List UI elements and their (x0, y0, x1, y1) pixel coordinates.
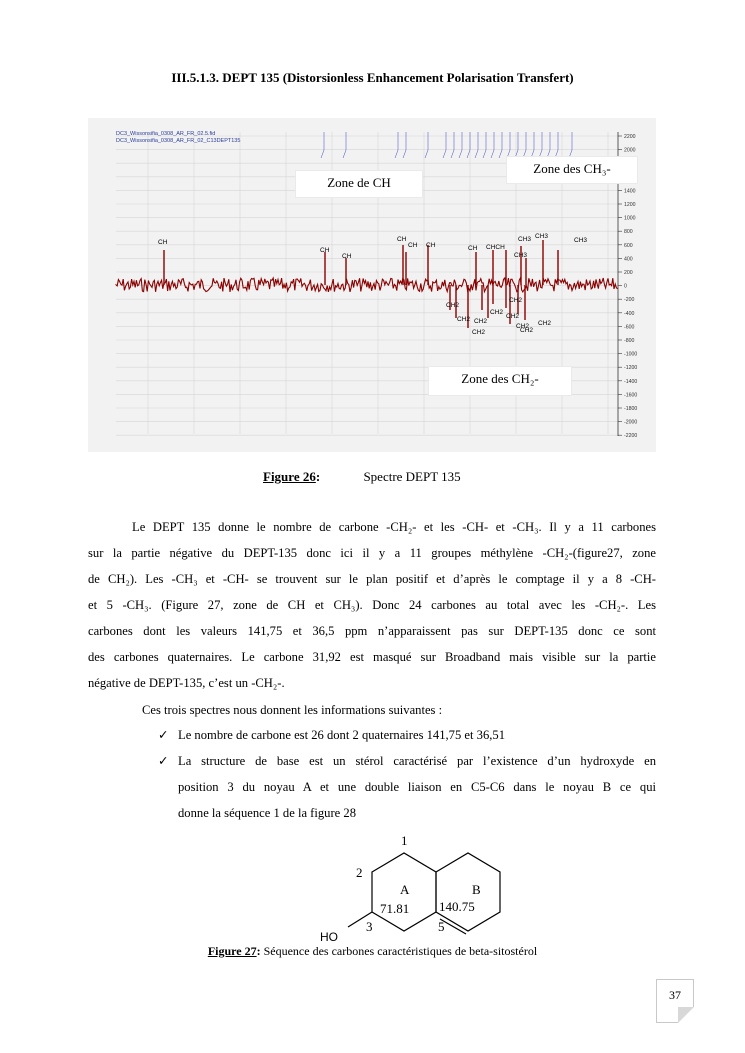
y-tick-label: -800 (624, 338, 635, 344)
atom-number-5: 5 (438, 919, 445, 934)
file-name: DC3_Wissonsifia_0308_AR_FR_02_C13DEPT135 (116, 138, 241, 144)
y-tick-label: -600 (624, 324, 635, 331)
y-tick-label: -2200 (624, 433, 638, 440)
peak-label-ch2: CH2 (446, 302, 460, 309)
check-icon: ✓ (158, 754, 169, 768)
peak-label-ch2: CH2 (472, 329, 486, 336)
figure26-colon: : (315, 469, 321, 484)
y-tick-label: -2000 (624, 419, 638, 426)
figure27-colon: : (256, 944, 261, 958)
shift-marker-leader (451, 150, 454, 158)
figure26-label: Figure 26 (263, 469, 316, 484)
shift-marker-leader (343, 150, 346, 158)
peak-label-ch: CH (408, 242, 418, 249)
peak-label-ch2: CH2 (490, 309, 504, 316)
bullet-line: Le nombre de carbone est 26 dont 2 quaternaires 141,75 et 36,51 (178, 728, 505, 742)
peak-label-ch2: CH2 (474, 318, 488, 325)
peak-label-ch: CH (426, 242, 436, 249)
y-tick-label: 800 (624, 229, 633, 236)
peak-label-ch: CH (468, 245, 478, 252)
y-tick-label: -400 (624, 310, 635, 317)
paragraph-line: des carbones quaternaires. Le carbone 31,92 est masqué sur Broadband mais visible sur la partie (88, 650, 656, 664)
y-tick-label: -1400 (624, 378, 638, 385)
peak-label-ch: CH (158, 239, 168, 246)
y-tick-label: -1200 (624, 365, 638, 372)
ring-b (436, 853, 500, 931)
shift-a: 71.81 (380, 901, 410, 916)
page-fold-icon (678, 1007, 694, 1023)
paragraph-line: et 5 -CH₃. (Figure 27, zone de CH et CH₃). Donc 24 carbones au total avec les -CH₂-. Les (88, 598, 656, 612)
ring-b-label: B (472, 882, 481, 897)
y-tick-label: 1400 (624, 188, 636, 195)
shift-marker-leader (491, 150, 494, 158)
file-name: DC3_Wissonsifia_0308_AR_FR_02.5.fid (116, 131, 216, 137)
ho-label: HO (320, 930, 338, 944)
body-paragraph (88, 514, 656, 696)
intro-text: Ces trois spectres nous donnent les informations suivantes : (142, 703, 443, 717)
peak-label-ch: CH3 (514, 252, 528, 259)
page-number-box (656, 979, 694, 1023)
y-tick-label: 400 (624, 256, 633, 263)
y-tick-label: 200 (624, 270, 633, 276)
y-tick-label: 1000 (624, 215, 636, 222)
peak-label-ch2: CH2 (509, 297, 523, 304)
figure27-label: Figure 27 (207, 944, 257, 958)
peak-label-ch: CH (397, 236, 407, 243)
peak-label-ch2: CH2 (506, 313, 520, 320)
steroid-ring-structure (310, 826, 530, 944)
zone-ch-label: Zone de CH (295, 170, 423, 198)
atom-number-1: 1 (401, 833, 408, 848)
zone-ch2-label: Zone des CH₂- (428, 366, 572, 396)
peak-label-ch: CH (320, 247, 330, 254)
paragraph-line: sur la partie négative du DEPT-135 donc ici il y a 11 groupes méthylène -CH₂-(figure27, zone (88, 546, 656, 560)
y-tick-label: -1800 (624, 406, 638, 412)
paragraph-line: de CH₂). Les -CH₃ et -CH- se trouvent sur le plan positif et d’après le comptage il y a 8 -CH- (88, 572, 656, 586)
shift-marker-leader (443, 150, 446, 158)
shift-marker-leader (321, 150, 324, 158)
shift-marker-leader (403, 150, 406, 158)
shift-marker-leader (483, 150, 486, 158)
y-tick-label: 2200 (624, 134, 636, 140)
peak-label-ch: CHCH (486, 244, 505, 251)
paragraph-line: Le DEPT 135 donne le nombre de carbone -CH₂- et les -CH- et -CH₃. Il y a 11 carbones (132, 520, 656, 534)
check-icon: ✓ (158, 728, 169, 742)
figure27-title: Séquence des carbones caractéristiques de beta-sitostérol (260, 944, 538, 958)
y-tick-label: -1000 (624, 351, 638, 358)
atom-number-2: 2 (356, 865, 363, 880)
peak-label-ch: CH (342, 253, 352, 260)
shift-marker-leader (467, 150, 470, 158)
peak-label-ch: CH3 (535, 233, 549, 240)
shift-marker-leader (395, 150, 398, 158)
peak-label-ch: CH3 (574, 237, 588, 244)
paragraph-line: négative de DEPT-135, c’est un -CH₂-. (88, 676, 285, 690)
figure26-caption (263, 469, 461, 485)
peak-label-ch2: CH2 (516, 323, 530, 330)
shift-marker-leader (425, 150, 428, 158)
y-tick-label: 1200 (624, 202, 636, 208)
section-heading: III.5.1.3. DEPT 135 (Distorsionless Enhancement Polarisation Transfert) (171, 70, 574, 85)
y-tick-label: 600 (624, 242, 633, 249)
peak-label-ch2: CH2 (520, 327, 534, 334)
peak-label-ch2: CH2 (457, 316, 471, 323)
atom-number-3: 3 (366, 919, 373, 934)
shift-marker-leader (459, 150, 462, 158)
paragraph-line: carbones dont les valeurs 141,75 et 36,5 ppm n’apparaissent pas sur DEPT-135 donc ce sont (88, 624, 656, 638)
shift-b: 140.75 (439, 899, 475, 914)
ring-a-label: A (400, 882, 410, 897)
bullet-line: position 3 du noyau A et une double liaison en C5-C6 dans le noyau B ce qui (178, 780, 656, 794)
peak-label-ch2: CH2 (538, 320, 552, 327)
figure27-caption (0, 944, 745, 959)
page-number: 37 (669, 988, 681, 1002)
zone-ch3-label: Zone des CH₃- (506, 156, 638, 184)
y-tick-label: 2000 (624, 147, 636, 154)
y-tick-label: -200 (624, 297, 635, 304)
y-tick-label: -1600 (624, 392, 638, 399)
y-tick-label: 0 (624, 283, 627, 290)
bullet-item (158, 722, 656, 748)
bullet-line: La structure de base est un stérol caractérisé par l’existence d’un hydroxyde en (178, 754, 656, 768)
bullet-line: donne la séquence 1 de la figure 28 (178, 806, 356, 820)
shift-marker-leader (475, 150, 478, 158)
figure26-title: Spectre DEPT 135 (363, 469, 461, 484)
dept135-spectrum (88, 118, 656, 452)
bullet-item (158, 748, 656, 826)
shift-marker-leader (499, 150, 502, 158)
peak-label-ch: CH3 (518, 236, 532, 243)
